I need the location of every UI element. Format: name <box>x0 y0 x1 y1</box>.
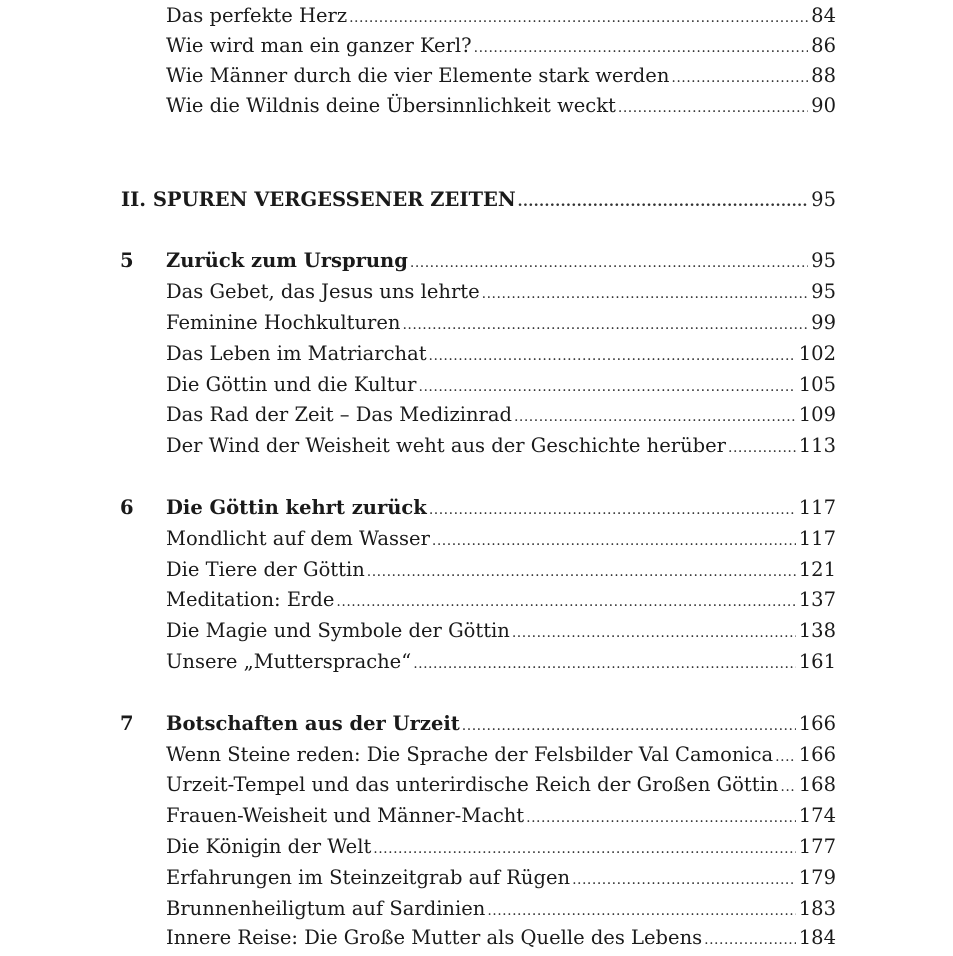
leader-dots <box>402 310 808 341</box>
toc-entry[interactable] <box>166 276 836 307</box>
toc-entry-title: Unsere „Muttersprache“ <box>166 650 412 673</box>
chapter-title: Botschaften aus der Urzeit <box>166 712 460 735</box>
toc-entry-page: 105 <box>798 373 836 396</box>
toc-entry-page: 95 <box>811 280 836 303</box>
toc-entry-page: 168 <box>798 773 836 796</box>
chapter-title: Zurück zum Ursprung <box>166 249 408 272</box>
toc-entry-title: Meditation: Erde <box>166 588 335 611</box>
toc-entry[interactable] <box>166 831 836 862</box>
toc-entry-page: 183 <box>798 897 836 920</box>
toc-entry[interactable] <box>166 893 836 924</box>
toc-entry[interactable] <box>166 769 836 800</box>
leader-dots <box>618 93 808 124</box>
toc-entry-page: 138 <box>798 619 836 642</box>
toc-entry[interactable] <box>166 430 836 461</box>
toc-entry-title: Erfahrungen im Steinzeitgrab auf Rügen <box>166 866 571 889</box>
toc-entry-page: 137 <box>798 588 836 611</box>
toc-entry-page: 90 <box>811 94 836 117</box>
toc-entry-page: 117 <box>798 527 836 550</box>
toc-entry[interactable] <box>166 60 836 91</box>
toc-entry-title: Frauen-Weisheit und Männer-Macht <box>166 804 525 827</box>
toc-entry-page: 184 <box>798 926 836 949</box>
toc-entry-title: Brunnenheiligtum auf Sardinien <box>166 897 486 920</box>
toc-entry[interactable] <box>166 523 836 554</box>
toc-entry[interactable] <box>166 338 836 369</box>
part-page: 95 <box>811 188 836 211</box>
toc-entry-title: Die Magie und Symbole der Göttin <box>166 619 510 642</box>
toc-entry-title: Die Tiere der Göttin <box>166 558 365 581</box>
toc-entry[interactable] <box>166 646 836 677</box>
toc-entry-title: Das Gebet, das Jesus uns lehrte <box>166 280 480 303</box>
toc-entry-title: Der Wind der Weisheit weht aus der Geschichte herüber <box>166 434 726 457</box>
leader-dots <box>572 865 796 896</box>
toc-entry-page: 113 <box>798 434 836 457</box>
toc-entry-title: Wie wird man ein ganzer Kerl? <box>166 34 472 57</box>
toc-entry[interactable] <box>166 30 836 61</box>
chapter-number: 6 <box>120 496 134 519</box>
toc-entry[interactable] <box>166 739 836 770</box>
toc-entry-title: Die Königin der Welt <box>166 835 372 858</box>
chapter-heading[interactable] <box>166 492 836 523</box>
toc-entry[interactable] <box>166 0 836 31</box>
toc-entry-page: 102 <box>798 342 836 365</box>
part-heading[interactable] <box>121 184 836 215</box>
toc-entry[interactable] <box>166 922 836 953</box>
leader-dots <box>512 618 796 649</box>
chapter-page: 117 <box>798 496 836 519</box>
toc-entry[interactable] <box>166 369 836 400</box>
toc-entry-page: 174 <box>798 804 836 827</box>
leader-dots <box>704 925 796 956</box>
chapter-number: 5 <box>120 249 134 272</box>
leader-dots <box>728 433 796 464</box>
leader-dots <box>413 649 796 680</box>
toc-entry[interactable] <box>166 584 836 615</box>
toc-entry[interactable] <box>166 307 836 338</box>
chapter-title: Die Göttin kehrt zurück <box>166 496 427 519</box>
toc-entry-title: Wie die Wildnis deine Übersinnlichkeit weckt <box>166 94 616 117</box>
toc-entry-page: 179 <box>798 866 836 889</box>
part-title: II. SPUREN VERGESSENER ZEITEN <box>121 188 516 211</box>
toc-entry[interactable] <box>166 862 836 893</box>
toc-entry-title: Die Göttin und die Kultur <box>166 373 417 396</box>
toc-entry[interactable] <box>166 554 836 585</box>
leader-dots <box>432 526 796 557</box>
toc-entry-page: 109 <box>798 403 836 426</box>
toc-entry-title: Das perfekte Herz <box>166 4 348 27</box>
toc-entry-title: Mondlicht auf dem Wasser <box>166 527 430 550</box>
toc-entry-page: 166 <box>798 743 836 766</box>
toc-entry[interactable] <box>166 399 836 430</box>
toc-entry-page: 86 <box>811 34 836 57</box>
leader-dots <box>429 341 796 372</box>
toc-entry[interactable] <box>166 800 836 831</box>
toc-entry[interactable] <box>166 90 836 121</box>
toc-entry-title: Innere Reise: Die Große Mutter als Quelle des Lebens <box>166 926 703 949</box>
leader-dots <box>526 803 796 834</box>
toc-entry-title: Das Leben im Matriarchat <box>166 342 427 365</box>
leader-dots <box>482 279 809 310</box>
leader-dots <box>410 248 808 279</box>
leader-dots <box>514 402 796 433</box>
toc-entry-page: 84 <box>811 4 836 27</box>
toc-entry-title: Das Rad der Zeit – Das Medizinrad <box>166 403 512 426</box>
toc-entry-page: 177 <box>798 835 836 858</box>
chapter-heading[interactable] <box>166 245 836 276</box>
chapter-page: 166 <box>798 712 836 735</box>
toc-entry-page: 161 <box>798 650 836 673</box>
toc-entry-title: Wenn Steine reden: Die Sprache der Felsbilder Val Camonica <box>166 743 774 766</box>
toc-entry-title: Wie Männer durch die vier Elemente stark werden <box>166 64 670 87</box>
leader-dots <box>429 495 796 526</box>
toc-entry-title: Feminine Hochkulturen <box>166 311 401 334</box>
toc-entry-page: 99 <box>811 311 836 334</box>
toc-entry-title: Urzeit-Tempel und das unterirdische Reich der Großen Göttin <box>166 773 779 796</box>
leader-dots <box>518 187 809 218</box>
leader-dots <box>336 587 795 618</box>
toc-entry[interactable] <box>166 615 836 646</box>
chapter-number: 7 <box>120 712 134 735</box>
chapter-page: 95 <box>811 249 836 272</box>
toc-entry-page: 121 <box>798 558 836 581</box>
chapter-heading[interactable] <box>166 708 836 739</box>
toc-entry-page: 88 <box>811 64 836 87</box>
leader-dots <box>780 772 795 803</box>
leader-dots <box>462 711 796 742</box>
leader-dots <box>373 834 795 865</box>
